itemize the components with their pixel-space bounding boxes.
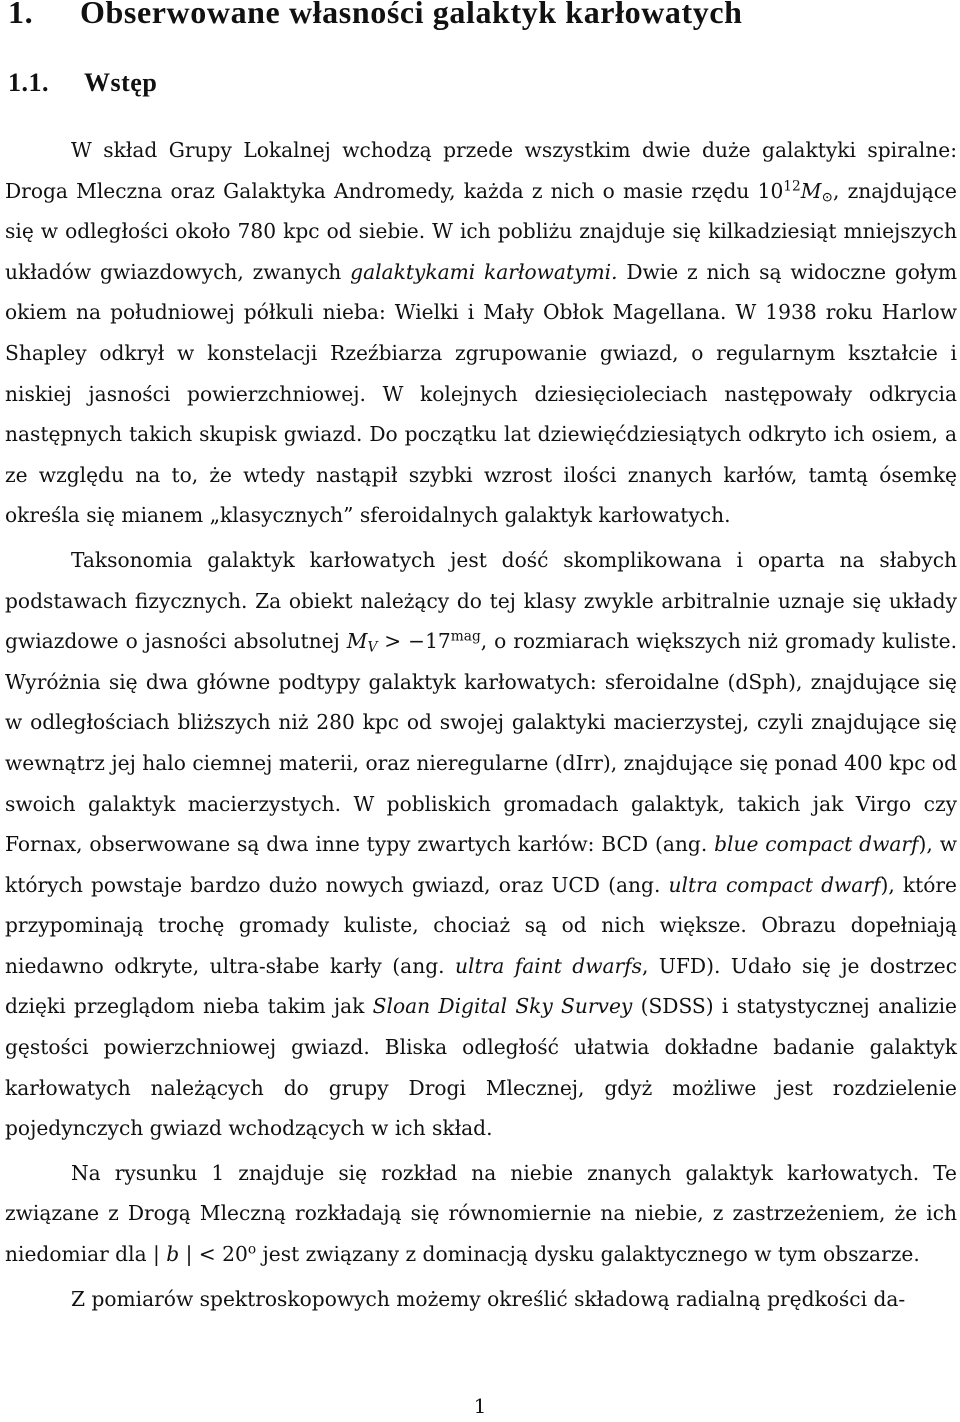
p2-text-b: , o rozmiarach większych niż gromady kuliste. Wyróżnia się dwa główne podtypy galaktyk karłowatych: sferoidalne (dSph), znajdujące się w odległościach bliższych niż 280 kpc od swojej galaktyki macierzystej, czyli znajdujące się wewnątrz jej halo ciemnej materii, oraz nieregularne (dIrr), znajdujące się ponad 400 kpc od swoich galaktyk macierzystych. W pobliskich gromadach galaktyk, takich jak Virgo czy Fornax, obserwowane są dwa inne typy zwartych karłów: BCD (ang. [5,629,958,857]
p1-italic-term: galaktykami karłowatymi. [350,259,618,284]
p4-text-a: Z pomiarów spektroskopowych możemy określić składową radialną prędkości da- [71,1286,906,1311]
paragraph-1 [5,130,957,536]
p2-text-e: , UFD). Udało się je dostrzec dzięki przeglądom nieba takim jak [5,953,958,1019]
p3-relation: < 20 [192,1242,248,1267]
p2-italic-sdss: Sloan Digital Sky Survey [372,994,633,1019]
section-heading [8,68,157,98]
p2-magnitude-symbol: M [346,629,368,654]
p2-text-a: Taksonomia galaktyk karłowatych jest dość skomplikowana i oparta na słabych podstawach fizycznych. Za obiekt należący do tej klasy zwykle arbitralnie uznaje się układy gwiazdowe o jasności absolutnej [5,547,957,654]
paragraph-2 [5,540,957,1149]
paragraph-4 [5,1279,957,1320]
body-text [5,130,957,1319]
p2-mag-unit: mag [450,628,481,645]
paragraph-3 [5,1153,957,1275]
p3-degree: o [247,1241,257,1258]
p1-mass-symbol: M [800,178,822,203]
p1-text-c: Dwie z nich są widoczne gołym okiem na południowej półkuli nieba: Wielki i Mały Obłok Magellana. W 1938 roku Harlow Shapley odkrył w konstelacji Rzeźbiarza zgrupowanie gwiazd, o regularnym kształcie i niskiej jasności powierzchniowej. W kolejnych dziesięcioleciach następowały odkrycia następnych takich skupisk gwiazd. Do początku lat dziewięćdziesiątych odkryto ich osiem, a ze względu na to, że wtedy nastąpił szybki wzrost ilości znanych karłów, tamtą ósemkę określa się mianem „klasycznych” sferoidalnych galaktyk karłowatych. [5,259,958,528]
chapter-number: 1. [8,0,34,30]
p2-relation: > −17 [377,629,451,654]
p2-italic-ucd: ultra compact dwarf [668,872,881,897]
p2-italic-bcd: blue compact dwarf [714,832,919,857]
p1-text-b: , znajdujące się w odległości około 780 kpc od siebie. W ich pobliżu znajduje się kilkadziesiąt mniejszych układów gwiazdowych, zwanych [5,178,957,284]
chapter-title: Obserwowane własności galaktyk karłowatych [80,0,743,30]
p2-italic-ufd: ultra faint dwarfs [455,953,643,978]
p2-text-d: ), które przypominają trochę gromady kuliste, chociaż są od nich większe. Obrazu dopełniają niedawno odkryte, ultra-słabe karły (ang. [5,872,957,978]
p3-text-a: Na rysunku 1 znajduje się rozkład na niebie znanych galaktyk karłowatych. Te związane z Drogą Mleczną rozkładają się równomiernie na niebie, z zastrzeżeniem, że ich niedomiar dla [5,1160,957,1267]
p1-exponent: 12 [783,178,801,195]
p2-text-c: ), w których powstaje bardzo dużo nowych gwiazd, oraz UCD (ang. [5,832,957,897]
section-title: Wstęp [84,68,158,97]
p2-magnitude-band: V [367,639,378,656]
p1-text-a: W skład Grupy Lokalnej wchodzą przede wszystkim dwie duże galaktyki spiralne: Droga Mleczna oraz Galaktyka Andromedy, każda z nich o masie rzędu 10 [5,138,957,203]
p1-sun-symbol: ⊙ [821,189,833,206]
section-number: 1.1. [8,68,49,97]
p2-text-f: (SDSS) i statystycznej analizie gęstości powierzchniowej gwiazd. Bliska odległość ułatwia dokładne badanie galaktyk karłowatych należących do grupy Drogi Mlecznej, gdyż możliwe jest rozdzielenie pojedynczych gwiazd wchodzących w ich skład. [5,994,957,1141]
page-number: 1 [473,1394,487,1418]
p3-text-b: jest związany z dominacją dysku galaktycznego w tym obszarze. [256,1242,920,1267]
chapter-heading [8,0,743,31]
p3-galactic-latitude: | b | [153,1242,193,1267]
